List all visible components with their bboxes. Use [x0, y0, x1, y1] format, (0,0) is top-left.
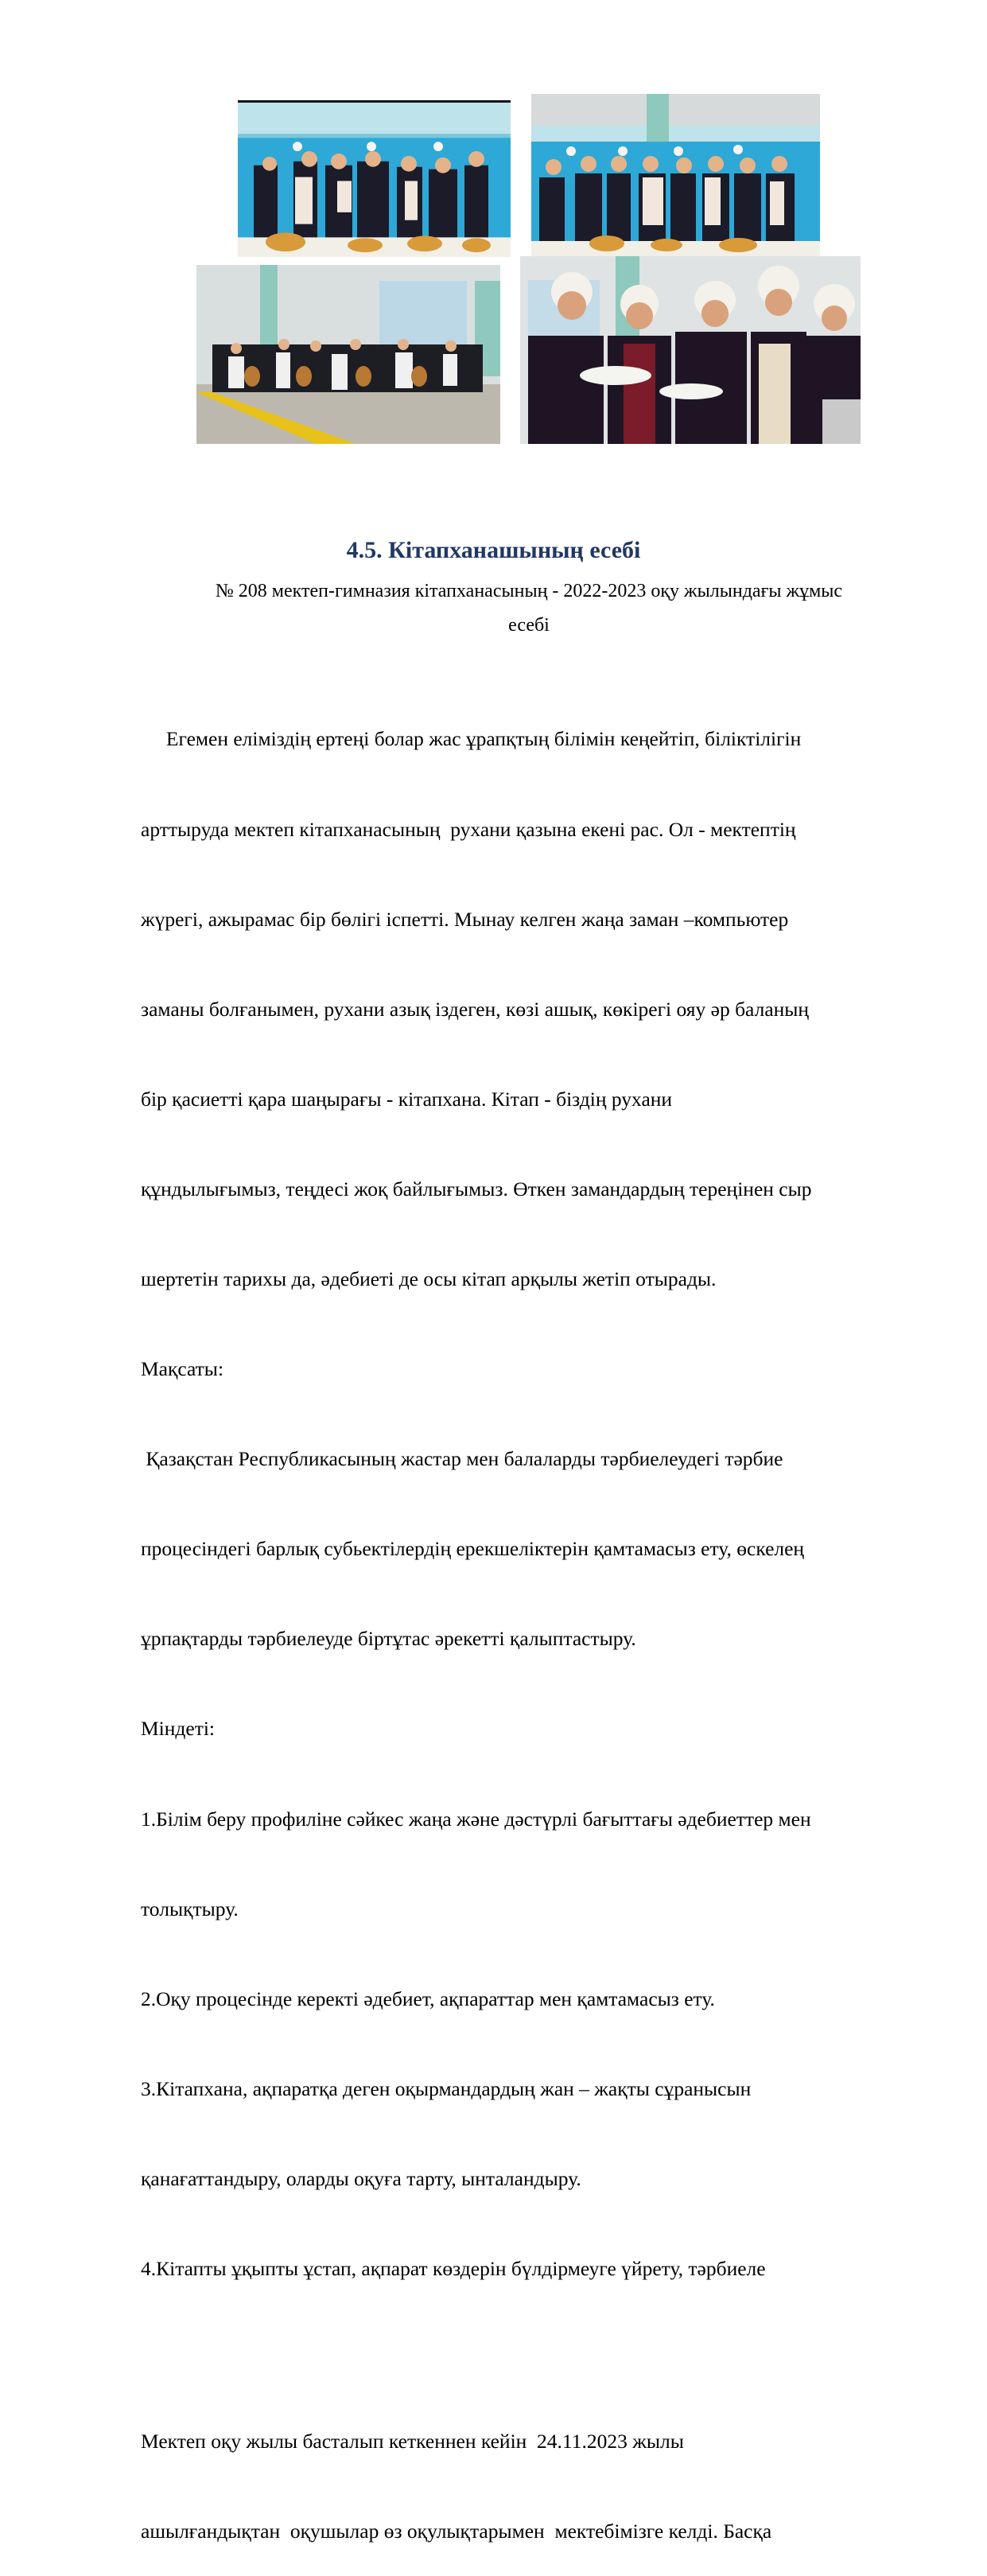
body-line: Егемен еліміздің ертеңі болар жас ұрапқтың білімін кеңейтіп, біліктілігін [141, 727, 802, 751]
subtitle-line-1: № 208 мектеп-гимназия кітапханасының - 2022-2023 оқу жылындағы жұмыс [215, 581, 843, 601]
task-item: толықтыру. [141, 1897, 239, 1920]
body-line: ұрпақтарды тәрбиелеуде біртұтас әрекетті қалыптастыру. [141, 1627, 636, 1651]
task-item: қанағаттандыру, оларды оқуға тарту, ынталандыру. [141, 2166, 581, 2190]
body-line: Қазақстан Республикасының жастар мен балаларды тәрбиелеудегі тәрбие [141, 1447, 783, 1471]
body-line: жүрегі, ажырамас бір бөлігі іспетті. Мынау келген жаңа заман –компьютер [141, 907, 789, 931]
body-line: арттыруда мектеп кітапханасының рухани қазына екені рас. Ол - мектептің [141, 817, 796, 841]
report-body [141, 664, 936, 2576]
photo-girls-at-food-table-2 [531, 94, 820, 256]
task-item: 4.Кітапты ұқыпты ұстап, ақпарат көздерін бүлдірмеуге үйрету, тәрбиеле [141, 2257, 766, 2280]
task-item: 2.Оқу процесінде керекті әдебиет, ақпараттар мен қамтамасыз ету. [141, 1986, 715, 2010]
body-line: бір қасиетті қара шаңырағы - кітапхана. Кітап - біздің рухани [141, 1087, 673, 1111]
photo-girls-at-food-table-1 [238, 100, 511, 257]
task-item: 3.Кітапхана, ақпаратқа деген оқырмандардың жан – жақты сұранысын [141, 2076, 752, 2100]
subtitle-line-2: есебі [508, 615, 550, 636]
body-line: заманы болғанымен, рухани азық іздеген, көзі ашық, көкірегі ояу әр баланың [141, 997, 810, 1021]
closing-line: Мектеп оқу жылы басталып кеткеннен кейін 24.11.2023 жылы [141, 2429, 684, 2453]
body-line: шертетін тарихы да, әдебиеті де осы кітап арқылы жетіп отырады. [141, 1267, 717, 1290]
closing-line: ашылғандықтан оқушылар өз оқулықтарымен мектебімізге келді. Басқа [141, 2519, 772, 2543]
photo-women-in-national-dress [520, 256, 861, 444]
goals-label: Мақсаты: [141, 1357, 224, 1381]
body-line: құндылығымыз, теңдесі жоқ байлығымыз. Өткен замандардың тереңінен сыр [141, 1177, 812, 1200]
task-item: 1.Білім беру профиліне сәйкес жаңа және дәстүрлі бағыттағы әдебиеттер мен [141, 1807, 811, 1831]
tasks-label: Міндеті: [141, 1717, 216, 1741]
report-subtitle [135, 574, 923, 643]
paragraph-gap [141, 2344, 936, 2366]
body-line: процесіндегі барлық субьектілердің ерекшеліктерін қамтамасыз ету, өскелең [141, 1537, 805, 1561]
photo-dombra-ensemble [196, 265, 500, 444]
section-heading: 4.5. Кітапханашының есебі [346, 537, 641, 563]
